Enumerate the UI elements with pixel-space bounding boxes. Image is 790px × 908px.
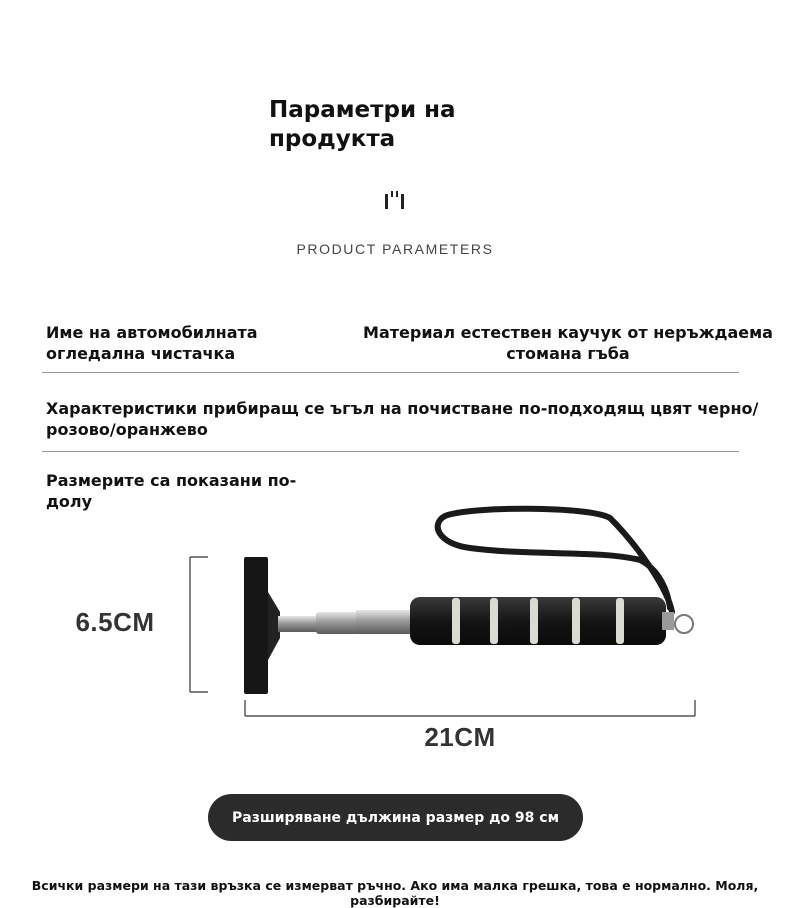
width-label: 21CM <box>424 722 496 752</box>
end-cap <box>662 612 674 630</box>
param-features: Характеристики прибиращ се ъгъл на почистване по-подходящ цвят черно/ розово/оранжево <box>46 399 759 439</box>
divider <box>42 372 739 373</box>
steel-shaft <box>356 610 414 634</box>
disclaimer-text: Всички размери на тази връзка се измерват ръчно. Ако има малка грешка, това е нормално. Моля, разбирайте! <box>31 878 759 908</box>
extension-note-badge: Разширяване дължина размер до 98 см <box>208 794 583 841</box>
height-label: 6.5CM <box>75 607 155 637</box>
param-dimensions-intro: Размерите са показани по-долу <box>46 471 297 511</box>
page-title: Параметри на продукта <box>269 97 456 152</box>
wrist-strap <box>438 509 672 612</box>
decorative-mark-icon <box>384 190 408 210</box>
param-name: Име на автомобилната огледална чистачка <box>46 323 258 363</box>
steel-shaft <box>316 612 358 634</box>
blade <box>244 557 268 694</box>
param-material: Материал естествен каучук от неръждаема стомана гъба <box>363 323 773 363</box>
page-subtitle: PRODUCT PARAMETERS <box>296 241 494 257</box>
height-bracket <box>190 557 208 692</box>
divider <box>42 451 739 452</box>
steel-shaft <box>278 616 318 632</box>
key-ring <box>675 615 693 633</box>
width-bracket <box>245 700 695 716</box>
